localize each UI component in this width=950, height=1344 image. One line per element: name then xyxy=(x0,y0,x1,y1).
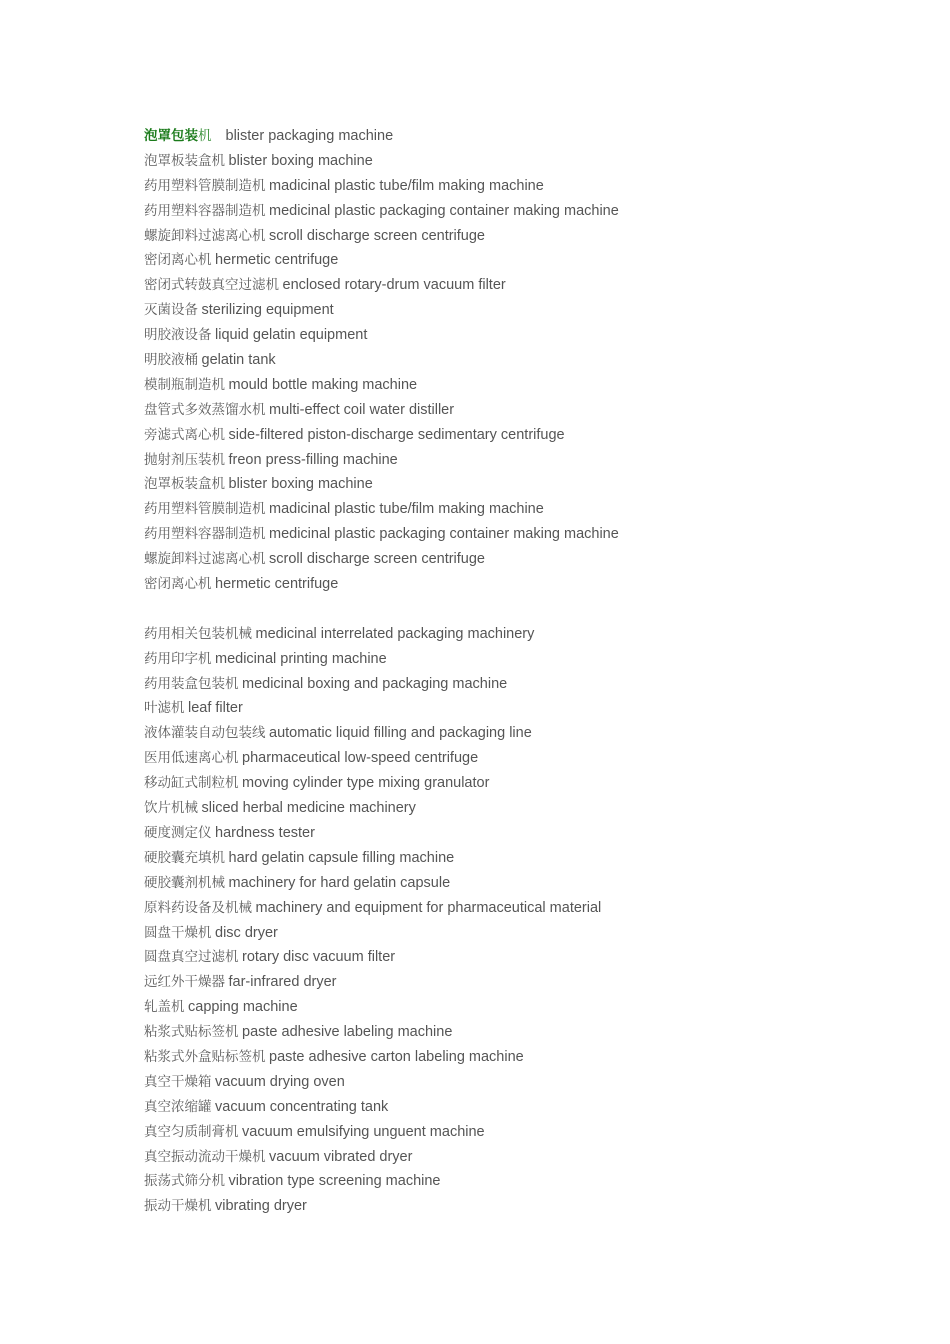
term-chinese: 药用塑料容器制造机 xyxy=(144,526,266,543)
term-entry xyxy=(144,1070,864,1095)
term-english: madicinal plastic tube/film making machine xyxy=(269,177,544,194)
term-english: madicinal plastic tube/film making machine xyxy=(269,501,544,518)
term-entry xyxy=(144,921,864,946)
term-entry xyxy=(144,771,864,796)
term-entry xyxy=(144,746,864,771)
term-english: hard gelatin capsule filling machine xyxy=(228,849,455,866)
term-english: medicinal interrelated packaging machinery xyxy=(255,625,535,642)
term-chinese: 粘浆式贴标签机 xyxy=(144,1024,239,1041)
term-entry xyxy=(144,1169,864,1194)
term-chinese: 叶滤机 xyxy=(144,700,185,717)
term-english: vacuum vibrated dryer xyxy=(269,1148,413,1165)
term-entry xyxy=(144,323,864,348)
term-entry xyxy=(144,149,864,174)
term-chinese: 药用塑料管膜制造机 xyxy=(144,177,266,194)
term-entry xyxy=(144,721,864,746)
term-chinese: 模制瓶制造机 xyxy=(144,376,225,393)
term-chinese: 硬胶囊剂机械 xyxy=(144,874,225,891)
term-chinese: 灭菌设备 xyxy=(144,302,198,319)
term-entry xyxy=(144,970,864,995)
heading-entry xyxy=(144,124,864,149)
term-entry xyxy=(144,945,864,970)
term-english: blister boxing machine xyxy=(228,476,373,493)
term-entry xyxy=(144,1194,864,1219)
term-chinese: 盘管式多效蒸馏水机 xyxy=(144,401,266,418)
term-entry xyxy=(144,423,864,448)
term-english: hermetic centrifuge xyxy=(215,576,339,593)
term-english: medicinal plastic packaging container making machine xyxy=(269,526,619,543)
term-english: sterilizing equipment xyxy=(201,302,334,319)
term-entry xyxy=(144,1045,864,1070)
term-english: vacuum emulsifying unguent machine xyxy=(242,1123,485,1140)
term-entry xyxy=(144,672,864,697)
term-entry xyxy=(144,472,864,497)
term-english: liquid gelatin equipment xyxy=(215,327,368,344)
heading-zh-rest[interactable]: 机 xyxy=(198,128,212,144)
term-chinese: 振荡式筛分机 xyxy=(144,1173,225,1190)
term-english: gelatin tank xyxy=(201,352,276,369)
term-english: capping machine xyxy=(188,999,298,1016)
term-english: automatic liquid filling and packaging line xyxy=(269,725,532,742)
term-chinese: 药用塑料容器制造机 xyxy=(144,202,266,219)
term-english: multi-effect coil water distiller xyxy=(269,401,455,418)
term-entry xyxy=(144,398,864,423)
term-english: vacuum drying oven xyxy=(215,1073,345,1090)
term-entry xyxy=(144,273,864,298)
term-english: rotary disc vacuum filter xyxy=(242,949,396,966)
term-english: mould bottle making machine xyxy=(228,376,418,393)
term-english: vibration type screening machine xyxy=(228,1173,441,1190)
term-chinese: 真空振动流动干燥机 xyxy=(144,1148,266,1165)
term-chinese: 液体灌装自动包装线 xyxy=(144,725,266,742)
term-entry xyxy=(144,696,864,721)
term-chinese: 明胶液设备 xyxy=(144,327,212,344)
term-english: machinery and equipment for pharmaceutical material xyxy=(255,899,602,916)
term-chinese: 明胶液桶 xyxy=(144,352,198,369)
term-english: medicinal plastic packaging container making machine xyxy=(269,202,619,219)
term-chinese: 粘浆式外盒贴标签机 xyxy=(144,1048,266,1065)
term-chinese: 旁滤式离心机 xyxy=(144,426,225,443)
term-entry xyxy=(144,1095,864,1120)
term-entry xyxy=(144,199,864,224)
term-chinese: 饮片机械 xyxy=(144,800,198,817)
term-entry xyxy=(144,871,864,896)
term-entry xyxy=(144,174,864,199)
term-entry xyxy=(144,348,864,373)
term-chinese: 密闭离心机 xyxy=(144,252,212,269)
term-chinese: 螺旋卸料过滤离心机 xyxy=(144,551,266,568)
term-chinese: 真空干燥箱 xyxy=(144,1073,212,1090)
term-entry xyxy=(144,572,864,597)
term-entry xyxy=(144,846,864,871)
term-entry xyxy=(144,1145,864,1170)
term-chinese: 药用印字机 xyxy=(144,650,212,667)
term-chinese: 药用装盒包装机 xyxy=(144,675,239,692)
term-chinese: 密闭式转鼓真空过滤机 xyxy=(144,277,279,294)
term-english: freon press-filling machine xyxy=(228,451,398,468)
term-chinese: 原料药设备及机械 xyxy=(144,899,252,916)
term-entry xyxy=(144,298,864,323)
term-chinese: 圆盘真空过滤机 xyxy=(144,949,239,966)
term-entry xyxy=(144,821,864,846)
term-english: hardness tester xyxy=(215,824,315,841)
term-entry xyxy=(144,547,864,572)
term-entry xyxy=(144,224,864,249)
heading-en: blister packaging machine xyxy=(225,128,394,144)
term-entry xyxy=(144,1020,864,1045)
term-english: hermetic centrifuge xyxy=(215,252,339,269)
term-chinese: 硬度测定仪 xyxy=(144,824,212,841)
term-english: far-infrared dryer xyxy=(228,974,337,991)
term-entry xyxy=(144,995,864,1020)
term-entry xyxy=(144,522,864,547)
term-chinese: 医用低速离心机 xyxy=(144,750,239,767)
term-chinese: 泡罩板装盒机 xyxy=(144,152,225,169)
term-english: moving cylinder type mixing granulator xyxy=(242,775,490,792)
term-english: paste adhesive labeling machine xyxy=(242,1024,453,1041)
term-english: blister boxing machine xyxy=(228,152,373,169)
term-english: medicinal printing machine xyxy=(215,650,387,667)
term-english: side-filtered piston-discharge sedimentary centrifuge xyxy=(228,426,565,443)
term-english: scroll discharge screen centrifuge xyxy=(269,551,485,568)
term-english: paste adhesive carton labeling machine xyxy=(269,1048,524,1065)
term-english: disc dryer xyxy=(215,924,278,941)
document-body xyxy=(144,124,864,1219)
term-english: vacuum concentrating tank xyxy=(215,1098,389,1115)
section-spacer xyxy=(144,597,864,622)
term-chinese: 药用相关包装机械 xyxy=(144,625,252,642)
term-list-section-2 xyxy=(144,622,864,1219)
term-english: enclosed rotary-drum vacuum filter xyxy=(282,277,506,294)
term-chinese: 密闭离心机 xyxy=(144,576,212,593)
term-entry xyxy=(144,497,864,522)
term-chinese: 振动干燥机 xyxy=(144,1198,212,1215)
term-chinese: 抛射剂压装机 xyxy=(144,451,225,468)
term-entry xyxy=(144,622,864,647)
term-entry xyxy=(144,1120,864,1145)
term-chinese: 泡罩板装盒机 xyxy=(144,476,225,493)
term-english: medicinal boxing and packaging machine xyxy=(242,675,508,692)
term-entry xyxy=(144,248,864,273)
term-entry xyxy=(144,448,864,473)
term-chinese: 轧盖机 xyxy=(144,999,185,1016)
term-chinese: 圆盘干燥机 xyxy=(144,924,212,941)
term-english: pharmaceutical low-speed centrifuge xyxy=(242,750,479,767)
term-entry xyxy=(144,896,864,921)
term-english: scroll discharge screen centrifuge xyxy=(269,227,485,244)
term-chinese: 硬胶囊充填机 xyxy=(144,849,225,866)
term-chinese: 螺旋卸料过滤离心机 xyxy=(144,227,266,244)
term-chinese: 真空浓缩罐 xyxy=(144,1098,212,1115)
heading-zh-bold[interactable]: 泡罩包装 xyxy=(144,128,198,144)
term-entry xyxy=(144,373,864,398)
term-chinese: 真空匀质制膏机 xyxy=(144,1123,239,1140)
term-chinese: 药用塑料管膜制造机 xyxy=(144,501,266,518)
term-english: vibrating dryer xyxy=(215,1198,307,1215)
term-english: machinery for hard gelatin capsule xyxy=(228,874,451,891)
term-chinese: 远红外干燥器 xyxy=(144,974,225,991)
term-english: leaf filter xyxy=(188,700,243,717)
term-english: sliced herbal medicine machinery xyxy=(201,800,416,817)
term-list-section-1 xyxy=(144,149,864,597)
term-entry xyxy=(144,647,864,672)
term-entry xyxy=(144,796,864,821)
term-chinese: 移动缸式制粒机 xyxy=(144,775,239,792)
